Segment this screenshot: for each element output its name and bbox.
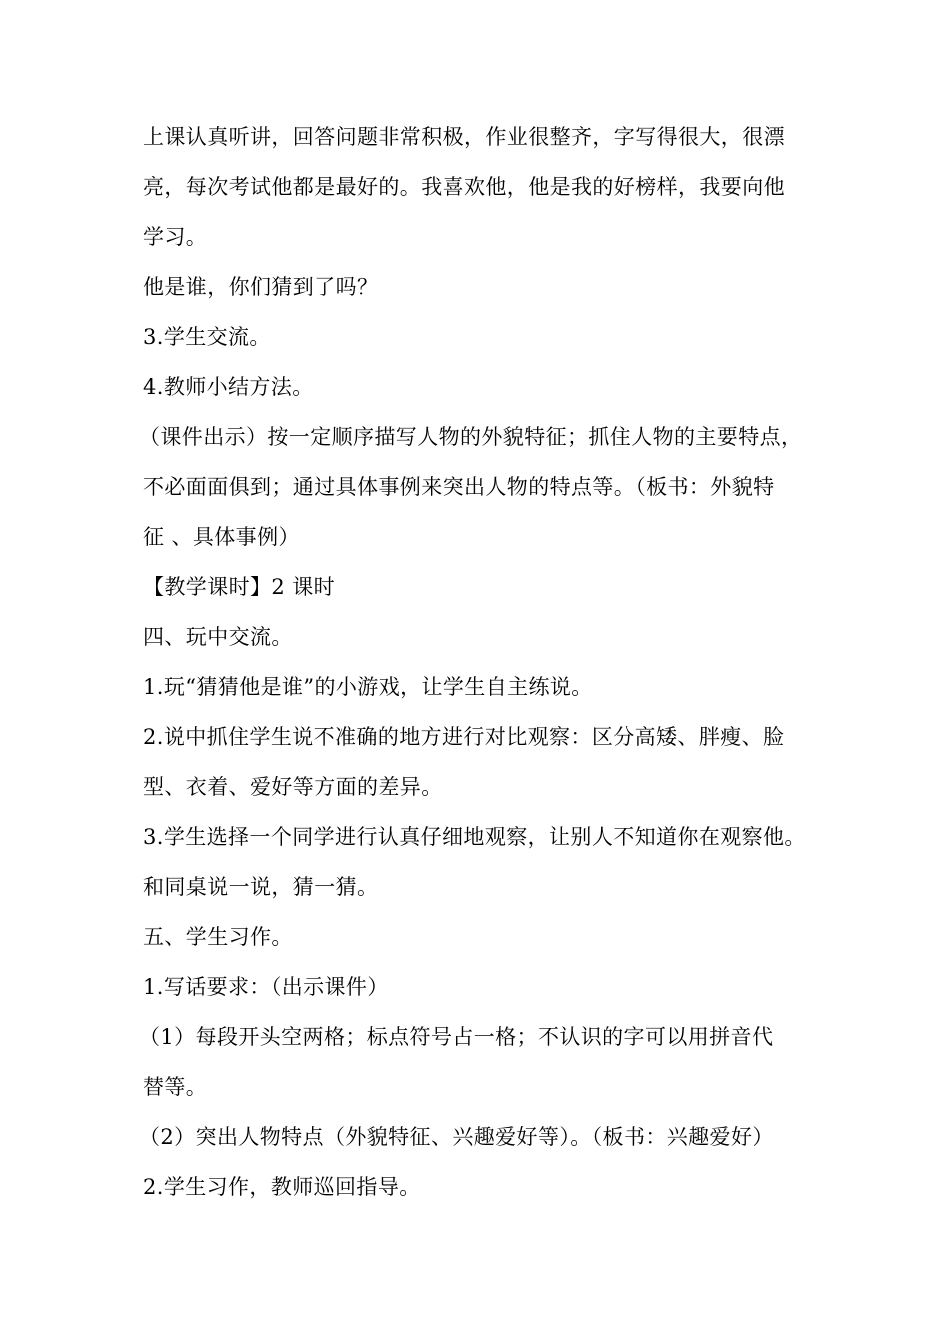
step-line: 1.玩“猜猜他是谁”的小游戏，让学生自主练说。 (143, 675, 593, 699)
section-heading: 四、玩中交流。 (143, 625, 293, 649)
requirement-line: （1）每段开头空两格；标点符号占一格；不认识的字可以用拼音代 (139, 1025, 774, 1049)
paragraph-line: 亮，每次考试他都是最好的。我喜欢他，他是我的好榜样，我要向他 (143, 175, 785, 199)
section-heading: 五、学生习作。 (143, 925, 293, 949)
paragraph-line: 替等。 (143, 1075, 208, 1099)
step-line: 2.学生习作，教师巡回指导。 (143, 1175, 421, 1199)
step-line: 4.教师小结方法。 (143, 375, 314, 399)
paragraph-line: 学习。 (143, 225, 208, 249)
paragraph-line: 不必面面俱到；通过具体事例来突出人物的特点等。（板书：外貌特 (143, 475, 775, 499)
paragraph-line: 征 、具体事例） (143, 525, 300, 549)
section-heading: 【教学课时】2 课时 (143, 575, 336, 599)
paragraph-line: 和同桌说一说，猜一猜。 (143, 875, 379, 899)
step-line: 3.学生选择一个同学进行认真仔细地观察，让别人不知道你在观察他。 (143, 825, 806, 849)
step-line: 3.学生交流。 (143, 325, 271, 349)
paragraph-line: 型、衣着、爱好等方面的差异。 (143, 775, 443, 799)
paragraph-line: 上课认真听讲，回答问题非常积极，作业很整齐，字写得很大，很漂 (143, 125, 785, 149)
paragraph-line: （课件出示）按一定顺序描写人物的外貌特征；抓住人物的主要特点， (139, 425, 803, 449)
document-body (139, 112, 823, 1212)
paragraph-line: 他是谁，你们猜到了吗？ (143, 275, 379, 299)
step-line: 2.说中抓住学生说不准确的地方进行对比观察：区分高矮、胖瘦、脸 (143, 725, 785, 749)
requirement-line: （2）突出人物特点（外貌特征、兴趣爱好等）。（板书：兴趣爱好） (139, 1125, 774, 1149)
step-line: 1.写话要求：（出示课件） (143, 975, 389, 999)
